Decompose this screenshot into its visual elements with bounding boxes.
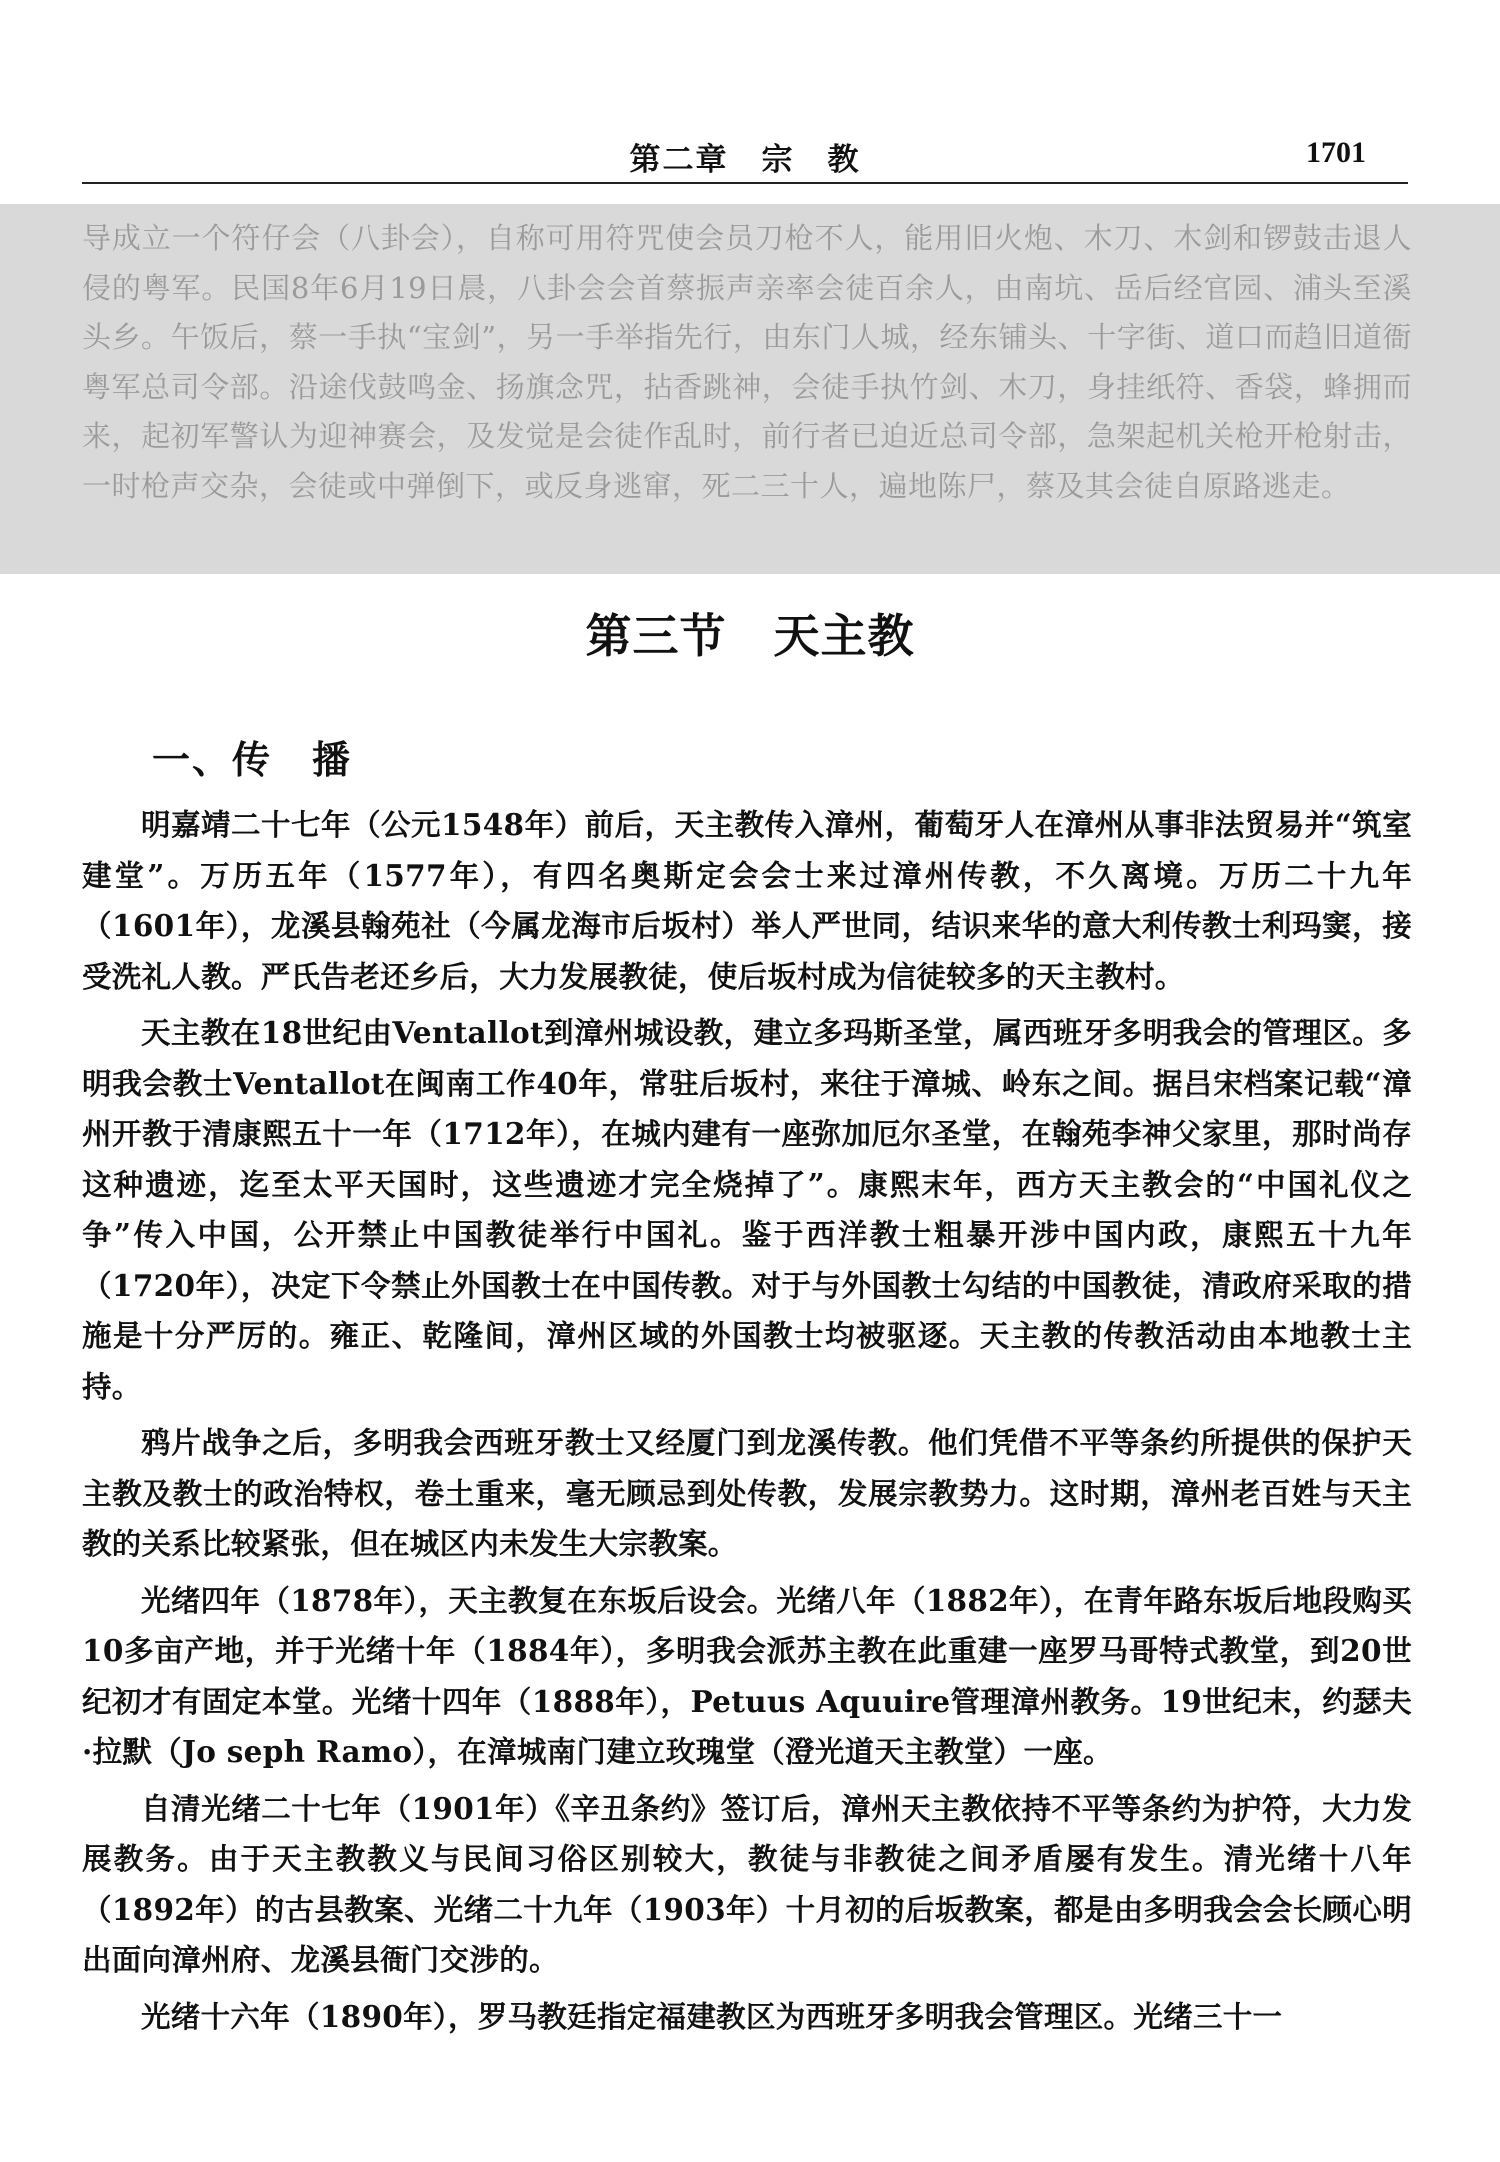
paragraph: 天主教在18世纪由Ventallot到漳州城设教，建立多玛斯圣堂，属西班牙多明我会的管理区。多明我会教士Ventallot在闽南工作40年，常驻后坂村，来往于漳城、岭东之间。据吕宋档案记载“漳州开教于清康熙五十一年（1712年），在城内建有一座弥加厄尔圣堂，在翰苑李神父家里，那时尚存这种遗迹，迄至太平天国时，这些遗迹才完全烧掉了”。康熙末年，西方天主教会的“中国礼仪之争”传入中国，公开禁止中国教徒举行中国礼。鉴于西洋教士粗暴开涉中国内政，康熙五十九年（1720年），决定下令禁止外国教士在中国传教。对于与外国教士勾结的中国教徒，清政府采取的措施是十分严厉的。雍正、乾隆间，漳州区域的外国教士均被驱逐。天主教的传教活动由本地教士主持。: [82, 1015, 1412, 1404]
section-title: 第三节 天主教: [585, 609, 915, 663]
previous-section-text: 导成立一个符仔会（八卦会），自称可用符咒使会员刀枪不人，能用旧火炮、木刀、木剑和锣鼓击退人侵的粤军。民国8年6月19日晨，八卦会会首蔡振声亲率会徒百余人，由南坑、岳后经官园、浦头至溪头乡。午饭后，蔡一手执“宝剑”，另一手举指先行，由东门人城，经东铺头、十字街、道口而趋旧道衙粤军总司令部。沿途伐鼓鸣金、扬旗念咒，拈香跳神，会徒手执竹剑、木刀，身挂纸符、香袋，蜂拥而来，起初军警认为迎神赛会，及发觉是会徒作乱时，前行者已迫近总司令部，急架起机关枪开枪射击，一时枪声交杂，会徒或中弹倒下，或反身逃窜，死二三十人，遍地陈尸，蔡及其会徒自原路逃走。: [82, 221, 1412, 503]
running-header: [82, 128, 1408, 184]
previous-section-highlight: [0, 204, 1500, 574]
paragraph: 明嘉靖二十七年（公元1548年）前后，天主教传入漳州，葡萄牙人在漳州从事非法贸易并“筑室建堂”。万历五年（1577年），有四名奥斯定会会士来过漳州传教，不久离境。万历二十九年（1601年），龙溪县翰苑社（今属龙海市后坂村）举人严世同，结识来华的意大利传教士利玛窦，接受洗礼人教。严氏告老还乡后，大力发展教徒，使后坂村成为信徒较多的天主教村。: [82, 807, 1412, 994]
paragraph: 光绪十六年（1890年），罗马教廷指定福建教区为西班牙多明我会管理区。光绪三十一: [141, 1998, 1283, 2034]
body-text: [82, 800, 1412, 2048]
paragraph: 鸦片战争之后，多明我会西班牙教士又经厦门到龙溪传教。他们凭借不平等条约所提供的保护天主教及教士的政治特权，卷土重来，毫无顾忌到处传教，发展宗教势力。这时期，漳州老百姓与天主教的关系比较紧张，但在城区内未发生大宗教案。: [82, 1425, 1412, 1561]
paragraph: 自清光绪二十七年（1901年）《辛丑条约》签订后，漳州天主教依持不平等条约为护符，大力发展教务。由于天主教教义与民间习俗区别较大，教徒与非教徒之间矛盾屡有发生。清光绪十八年（1892年）的古县教案、光绪二十九年（1903年）十月初的后坂教案，都是由多明我会会长顾心明出面向漳州府、龙溪县衙门交涉的。: [82, 1790, 1412, 1977]
paragraph: 光绪四年（1878年），天主教复在东坂后设会。光绪八年（1882年），在青年路东坂后地段购买10多亩产地，并于光绪十年（1884年），多明我会派苏主教在此重建一座罗马哥特式教堂，到20世纪初才有固定本堂。光绪十四年（1888年），Petuus Aquuire管理漳州教务。19世纪末，约瑟夫·拉默（Jo seph Ramo），在漳城南门建立玫瑰堂（澄光道天主教堂）一座。: [82, 1582, 1412, 1769]
subsection-title: 一、传 播: [152, 737, 353, 782]
chapter-title: 第二章 宗 教: [629, 142, 861, 178]
page-number: 1701: [1306, 136, 1366, 169]
